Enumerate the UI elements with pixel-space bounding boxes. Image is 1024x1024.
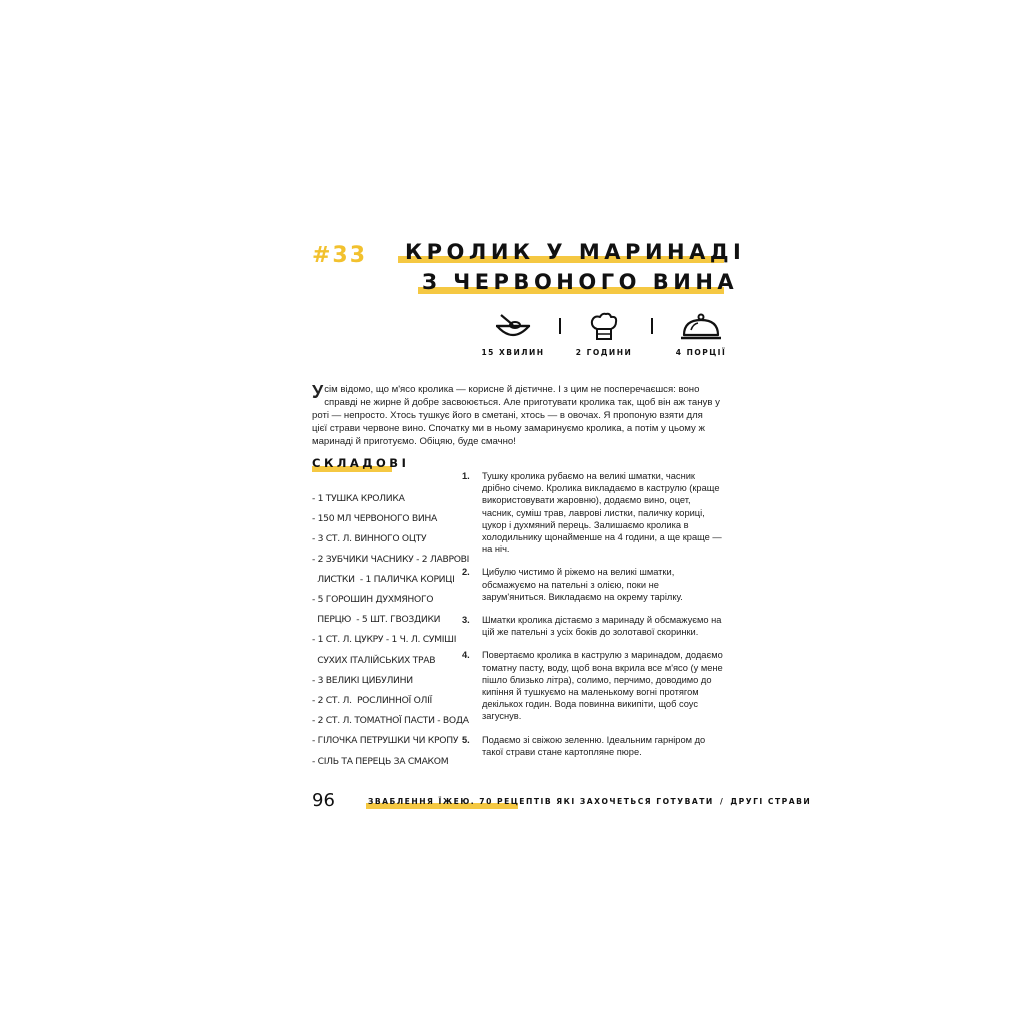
step-item [462, 649, 724, 722]
step-text: Повертаємо кролика в каструлю з маринадом, додаємо томатну пасту, воду, щоб вона вкрила все м'ясо (у мене пішло близько літра), солимо, перчимо, доводимо до кипіння й тушкуємо на маленькому вогні протягом декількох годин. Вода повинна википіти, щоб соус загуснув. [482, 650, 723, 722]
step-item [462, 614, 724, 638]
ingredient-line: - СІЛЬ ТА ПЕРЕЦЬ ЗА СМАКОМ [312, 755, 449, 767]
page-number: 96 [312, 790, 335, 811]
ingredient-line: ПЕРЦЮ - 5 ШТ. ГВОЗДИКИ [312, 614, 441, 626]
ingredient-line: - 3 СТ. Л. ВИННОГО ОЦТУ [312, 533, 427, 545]
meta-cook-time [569, 312, 639, 357]
ingredient-line: - 150 МЛ ЧЕРВОНОГО ВИНА [312, 513, 437, 525]
ingredient-line: СУХИХ ІТАЛІЙСЬКИХ ТРАВ [312, 654, 436, 666]
chef-hat-icon [589, 312, 619, 342]
ingredients-list [312, 489, 472, 772]
meta-divider [651, 318, 653, 334]
ingredient-line: - 2 СТ. Л. ТОМАТНОЇ ПАСТИ - ВОДА [312, 715, 469, 727]
footer-section: ДРУГІ СТРАВИ [730, 797, 812, 806]
whisk-bowl-icon [493, 312, 533, 342]
drop-cap: У [312, 382, 324, 402]
intro-paragraph [312, 383, 720, 448]
step-item [462, 734, 724, 758]
running-footer [368, 797, 811, 806]
step-number: 2. [462, 567, 470, 578]
step-text: Тушку кролика рубаємо на великі шматки, часник дрібно січемо. Кролика викладаємо в каструлю (краще використовувати жаровню), додаємо вино, оцет, часник, суміш трав, лаврові листки, паличку кориці, цукор і духмяний перець. Залишаємо кролика в холодильнику щонайменше на 4 години, а ще краще — на ніч. [482, 471, 722, 555]
ingredient-line: - 2 ЗУБЧИКИ ЧАСНИКУ - 2 ЛАВРОВІ [312, 553, 470, 565]
step-text: Подаємо зі свіжою зеленню. Ідеальним гарніром до такої страви стане картопляне пюре. [482, 734, 706, 757]
footer-subtitle: ЯКІ ЗАХОЧЕТЬСЯ ГОТУВАТИ [556, 797, 714, 806]
meta-servings [666, 312, 736, 357]
ingredient-line: - 5 ГОРОШИН ДУХМЯНОГО [312, 594, 434, 606]
step-item [462, 566, 724, 603]
step-text: Цибулю чистимо й ріжемо на великі шматки, обсмажуємо на пательні з олією, поки не зарум'яниться. Викладаємо на окрему тарілку. [482, 567, 683, 602]
intro-text: сім відомо, що м'ясо кролика — корисне й дієтичне. І з цим не посперечаєшся: воно справді не жирне й добре засвоюється. Але приготувати кролика так, щоб він аж танув у роті — непросто. Хтось тушкує його в сметані, хтось — в овочах. Я пропоную взяти для цієї страви червоне вино. Спочатку ми в ньому замаринуємо кролика, а потім у цьому ж маринаді й приготуємо. Обіцяю, буде смачно! [312, 384, 720, 447]
ingredient-line: - 2 СТ. Л. РОСЛИННОЇ ОЛІЇ [312, 695, 432, 707]
step-number: 1. [462, 471, 470, 481]
ingredient-line: - 3 ВЕЛИКІ ЦИБУЛИНИ [312, 674, 413, 686]
meta-prep-time [478, 312, 548, 357]
ingredient-line: - ГІЛОЧКА ПЕТРУШКИ ЧИ КРОПУ [312, 735, 459, 747]
recipe-title-line-2: З ЧЕРВОНОГО ВИНА [422, 270, 739, 294]
cloche-icon [679, 312, 723, 342]
recipe-title-line-1: КРОЛИК У МАРИНАДІ [405, 240, 746, 264]
method-steps [462, 470, 724, 769]
servings-label: 4 ПОРЦІЇ [675, 348, 727, 357]
ingredient-line: - 1 ТУШКА КРОЛИКА [312, 493, 405, 504]
step-number: 5. [462, 734, 470, 745]
step-number: 3. [462, 615, 470, 626]
cook-time-label: 2 ГОДИНИ [575, 348, 633, 357]
ingredients-heading: СКЛАДОВІ [312, 456, 410, 470]
footer-separator: / [719, 797, 725, 806]
ingredient-line: ЛИСТКИ - 1 ПАЛИЧКА КОРИЦІ [312, 573, 455, 585]
footer-book-title: ЗВАБЛЕННЯ ЇЖЕЮ. 70 РЕЦЕПТІВ [368, 797, 553, 806]
step-text: Шматки кролика дістаємо з маринаду й обсмажуємо на цій же пательні з усіх боків до золотавої скоринки. [482, 615, 722, 638]
ingredient-line: - 1 СТ. Л. ЦУКРУ - 1 Ч. Л. СУМІШІ [312, 634, 457, 646]
recipe-number: #33 [312, 243, 368, 268]
meta-divider [559, 318, 561, 334]
step-item [462, 470, 724, 555]
step-number: 4. [462, 650, 470, 661]
prep-time-label: 15 ХВИЛИН [481, 348, 545, 357]
